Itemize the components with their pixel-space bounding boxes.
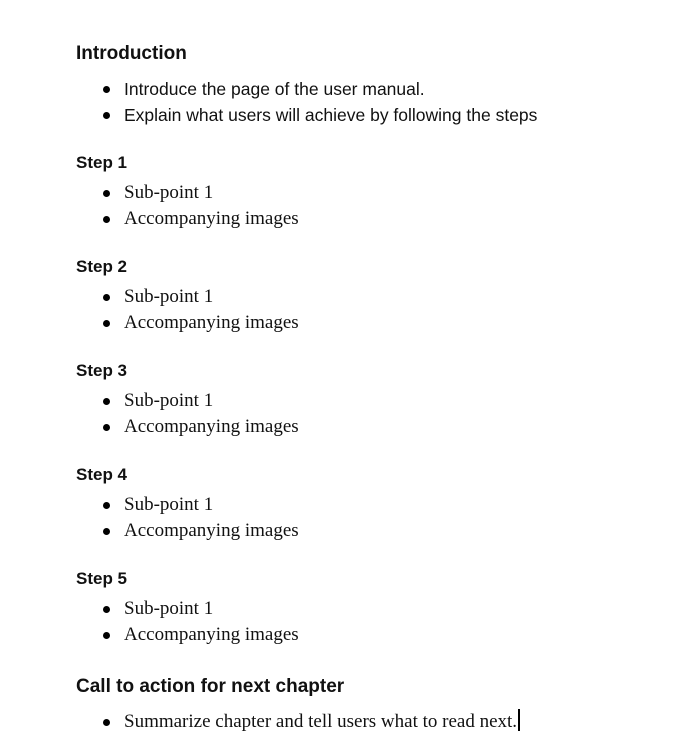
bullet-icon — [103, 112, 110, 119]
bullet-icon — [103, 632, 110, 639]
bullet-icon — [103, 502, 110, 509]
bullet-icon — [103, 216, 110, 223]
bullet-icon — [103, 424, 110, 431]
section-heading-call-to-action: Call to action for next chapter — [76, 676, 345, 697]
bullet-icon — [103, 86, 110, 93]
section-heading-step-1: Step 1 — [76, 153, 128, 172]
bullet-icon — [103, 190, 110, 197]
bullet-icon — [103, 294, 110, 301]
bullet-icon — [103, 320, 110, 327]
section-heading-step-5: Step 5 — [76, 569, 128, 588]
bullet-icon — [103, 398, 110, 405]
bullet-icon — [103, 719, 110, 726]
document-page[interactable]: Introduction Introduce the page of the user manual. Explain what users will achieve by following the steps Step 1 Sub-point 1 Accompanying images Step 2 Sub-point 1 Accompanying images Step 3 Sub-point 1 Accompanying images Step 4 Sub-point 1 Accompanying images Step 5 Sub-point 1 Accompanying images Call to action for next chapter Summarize chapter and tell users what to read next. — [76, 43, 538, 732]
section-heading-step-4: Step 4 — [76, 465, 128, 484]
section-heading-introduction: Introduction — [76, 43, 187, 64]
bullet-icon — [103, 606, 110, 613]
section-heading-step-3: Step 3 — [76, 361, 128, 380]
section-heading-step-2: Step 2 — [76, 257, 128, 276]
bullet-icon — [103, 528, 110, 535]
text-cursor — [518, 709, 520, 731]
